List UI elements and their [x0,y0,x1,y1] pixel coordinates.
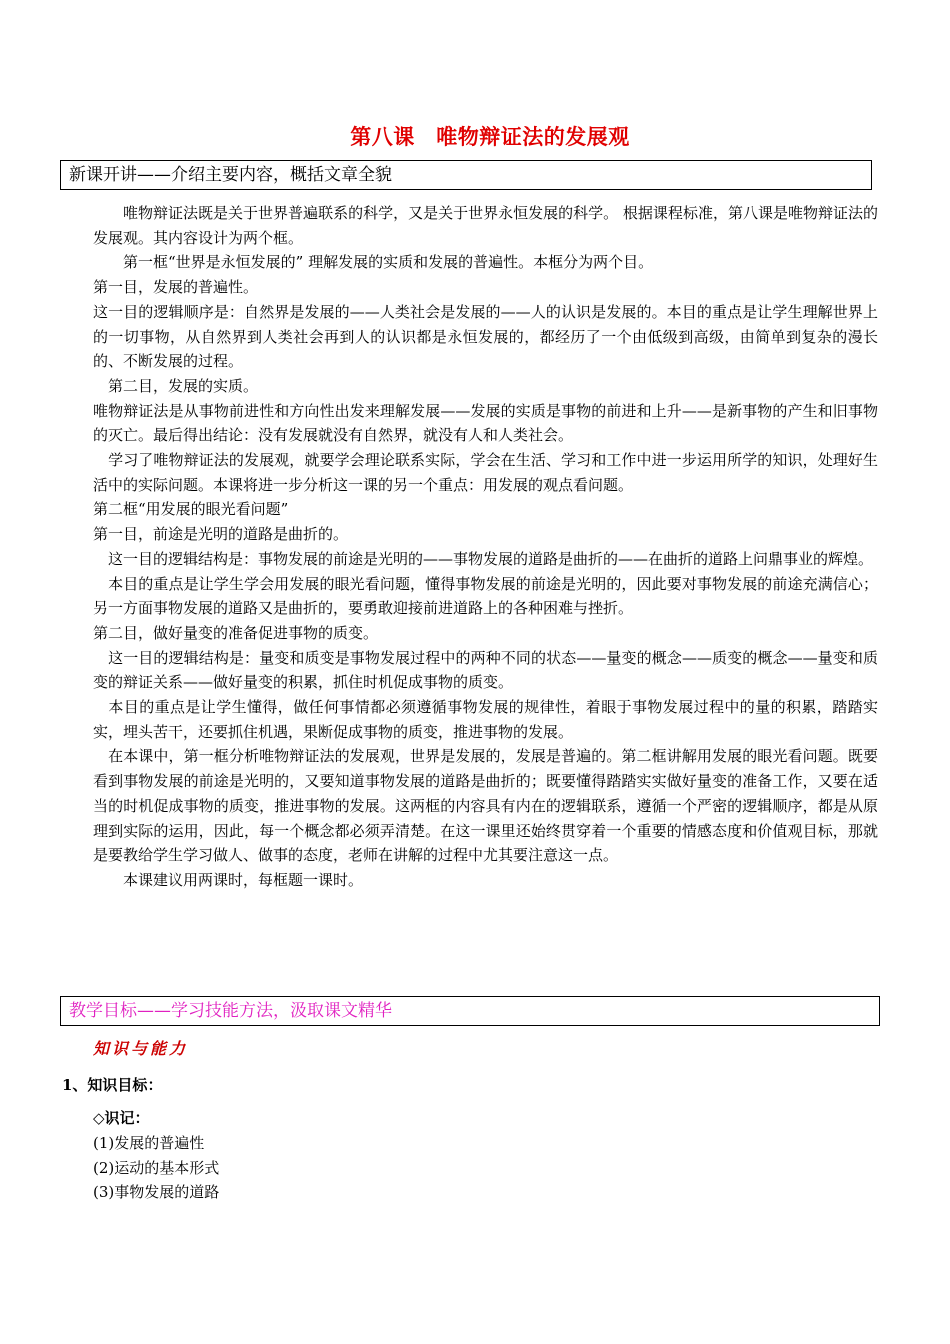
paragraph: 这一目的逻辑顺序是：自然界是发展的——人类社会是发展的——人的认识是发展的。本目的重点是让学生理解世界上的一切事物，从自然界到人类社会再到人的认识都是永恒发展的，都经历了一个由低级到高级，由简单到复杂的漫长的、不断发展的过程。 [93,302,878,371]
body-text [93,201,878,893]
page-title: 第八课 唯物辩证法的发展观 [350,124,630,149]
paragraph: 在本课中，第一框分析唯物辩证法的发展观，世界是发展的，发展是普遍的。第二框讲解用发展的眼光看问题。既要看到事物发展的前途是光明的，又要知道事物发展的道路是曲折的；既要懂得踏踏实实做好量变的准备工作，又要在适当的时机促成事物的质变，推进事物的发展。这两框的内容具有内在的逻辑联系，遵循一个严密的逻辑顺序，都是从原理到实际的运用，因此，每一个概念都必须弄清楚。在这一课里还始终贯穿着一个重要的情感态度和价值观目标，那就是要教给学生学习做人、做事的态度，老师在讲解的过程中尤其要注意这一点。 [93,747,878,865]
paragraph: 这一目的逻辑结构是：量变和质变是事物发展过程中的两种不同的状态——量变的概念——质变的概念——量变和质变的辩证关系——做好量变的积累，抓住时机促成事物的质变。 [93,648,878,692]
paragraph: 第一框“世界是永恒发展的” 理解发展的实质和发展的普遍性。本框分为两个目。 [93,253,654,272]
paragraph: 第一目，前途是光明的道路是曲折的。 [93,525,349,544]
list-item: (2)运动的基本形式 [93,1158,220,1177]
recall-list [93,1131,219,1205]
paragraph: 学习了唯物辩证法的发展观，就要学会理论联系实际，学会在生活、学习和工作中进一步运用所学的知识，处理好生活中的实际问题。本课将进一步分析这一课的另一个重点：用发展的观点看问题。 [93,451,878,494]
list-item: (3)事物发展的道路 [93,1183,220,1201]
paragraph: 本课建议用两课时，每框题一课时。 [93,870,364,889]
list-item: (1)发展的普遍性 [93,1134,205,1152]
paragraph: 第一目，发展的普遍性。 [93,278,259,297]
paragraph: 第二目，做好量变的准备促进事物的质变。 [93,623,379,642]
section-header-objectives: 教学目标——学习技能方法，汲取课文精华 [60,996,880,1026]
paragraph: 唯物辩证法既是关于世界普遍联系的科学，又是关于世界永恒发展的科学。 根据课程标准，第八课是唯物辩证法的发展观。其内容设计为两个框。 [93,204,878,247]
paragraph: 这一目的逻辑结构是：事物发展的前途是光明的——事物发展的道路是曲折的——在曲折的道路上问鼎事业的辉煌。 [93,549,874,568]
paragraph: 本目的重点是让学生学会用发展的眼光看问题，懂得事物发展的前途是光明的，因此要对事物发展的前途充满信心；另一方面事物发展的道路又是曲折的，要勇敢迎接前进道路上的各种困难与挫折。 [93,574,878,618]
paragraph: 第二目，发展的实质。 [93,376,259,395]
recall-label: ◇识记： [93,1109,150,1127]
knowledge-target-label: 1、知识目标： [62,1076,163,1094]
section-header-intro: 新课开讲——介绍主要内容，概括文章全貌 [60,160,872,190]
paragraph: 第二框“用发展的眼光看问题” [93,500,289,519]
paragraph: 本目的重点是让学生懂得，做任何事情都必须遵循事物发展的规律性，着眼于事物发展过程中的量的积累，踏踏实实，埋头苦干，还要抓住机遇，果断促成事物的质变，推进事物的发展。 [93,698,878,741]
paragraph: 唯物辩证法是从事物前进性和方向性出发来理解发展——发展的实质是事物的前进和上升——是新事物的产生和旧事物的灭亡。最后得出结论：没有发展就没有自然界，就没有人和人类社会。 [93,401,878,445]
subheading-knowledge-ability: 知识与能力 [93,1039,189,1058]
